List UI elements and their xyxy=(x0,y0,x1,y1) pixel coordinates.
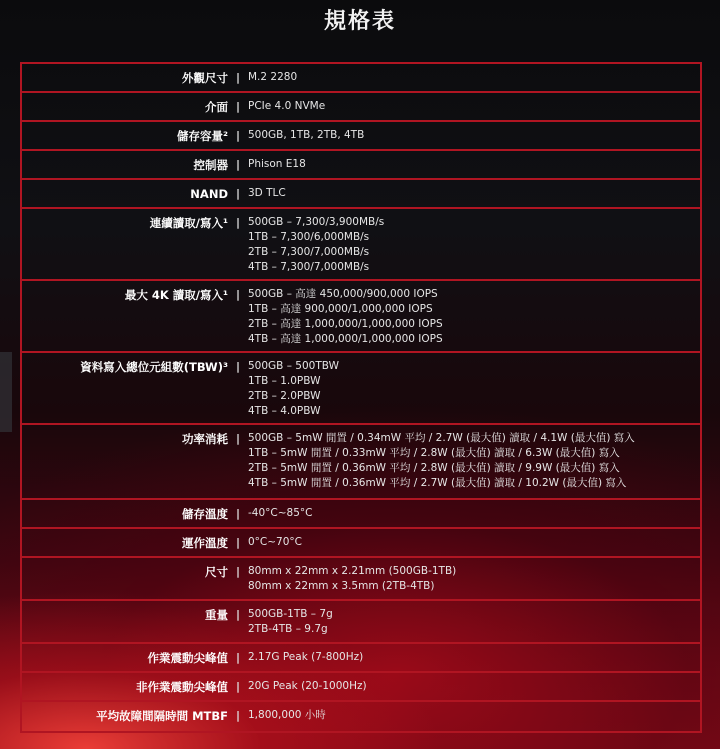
spec-value: 500GB – 7,300/3,900MB/s xyxy=(248,216,385,228)
spec-row-sequential-rw xyxy=(22,209,700,281)
spec-value: 500GB – 高達 450,000/900,000 IOPS xyxy=(248,288,438,300)
spec-row-operating-temp xyxy=(22,529,700,558)
spec-value: -40°C~85°C xyxy=(248,507,313,519)
spec-values xyxy=(248,535,700,550)
separator: | xyxy=(235,158,241,171)
spec-value: 500GB-1TB – 7g xyxy=(248,608,333,620)
separator: | xyxy=(235,100,241,113)
spec-values xyxy=(248,506,700,521)
separator: | xyxy=(235,507,241,520)
spec-value: 1TB – 1.0PBW xyxy=(248,375,321,387)
spec-value: 1TB – 5mW 閒置 / 0.33mW 平均 / 2.8W (最大值) 讀取 / 6.3W (最大值) 寫入 xyxy=(248,447,620,459)
spec-values xyxy=(248,607,700,637)
separator: | xyxy=(235,432,241,445)
separator: | xyxy=(235,216,241,229)
spec-row-interface xyxy=(22,93,700,122)
spec-row-capacity xyxy=(22,122,700,151)
spec-value: 2TB – 7,300/7,000MB/s xyxy=(248,246,370,258)
spec-values xyxy=(248,157,700,172)
spec-values xyxy=(248,128,700,143)
spec-values xyxy=(248,708,700,723)
spec-label: 運作溫度 xyxy=(182,536,228,550)
spec-value: 80mm x 22mm x 2.21mm (500GB-1TB) xyxy=(248,565,457,577)
spec-value: 0°C~70°C xyxy=(248,536,303,548)
spec-value: 20G Peak (20-1000Hz) xyxy=(248,680,367,692)
separator: | xyxy=(235,71,241,84)
spec-label: 非作業震動尖峰值 xyxy=(136,680,228,694)
spec-value: 500GB, 1TB, 2TB, 4TB xyxy=(248,129,365,141)
spec-value: M.2 2280 xyxy=(248,71,298,83)
spec-value: 80mm x 22mm x 3.5mm (2TB-4TB) xyxy=(248,580,435,592)
spec-values xyxy=(248,679,700,694)
spec-row-non-operating-shock xyxy=(22,673,700,702)
spec-value: 4TB – 5mW 閒置 / 0.36mW 平均 / 2.7W (最大值) 讀取 / 10.2W (最大值) 寫入 xyxy=(248,477,627,489)
spec-value: 2TB – 高達 1,000,000/1,000,000 IOPS xyxy=(248,318,443,330)
spec-row-random-4k xyxy=(22,281,700,353)
spec-row-form-factor xyxy=(22,64,700,93)
separator: | xyxy=(235,288,241,301)
spec-label: 儲存容量² xyxy=(176,129,228,143)
spec-label: 資料寫入總位元組數(TBW)³ xyxy=(80,360,228,374)
spec-row-tbw xyxy=(22,353,700,425)
spec-label: 控制器 xyxy=(193,158,228,172)
spec-row-mtbf xyxy=(22,702,700,731)
separator: | xyxy=(235,680,241,693)
spec-value: 1TB – 高達 900,000/1,000,000 IOPS xyxy=(248,303,433,315)
spec-row-weight xyxy=(22,601,700,644)
separator: | xyxy=(235,360,241,373)
spec-values xyxy=(248,359,700,419)
separator: | xyxy=(235,608,241,621)
separator: | xyxy=(235,187,241,200)
spec-value: 2.17G Peak (7-800Hz) xyxy=(248,651,364,663)
spec-value: 500GB – 5mW 閒置 / 0.34mW 平均 / 2.7W (最大值) 讀取 / 4.1W (最大值) 寫入 xyxy=(248,432,635,444)
spec-value: 1,800,000 小時 xyxy=(248,709,326,721)
separator: | xyxy=(235,651,241,664)
spec-values xyxy=(248,99,700,114)
spec-row-storage-temp xyxy=(22,500,700,529)
spec-label: 儲存溫度 xyxy=(182,507,228,521)
spec-values xyxy=(248,431,700,491)
separator: | xyxy=(235,536,241,549)
side-tab xyxy=(0,352,12,432)
spec-row-operating-shock xyxy=(22,644,700,673)
spec-label: 最大 4K 讀取/寫入¹ xyxy=(124,288,228,302)
spec-label: 重量 xyxy=(205,608,228,622)
spec-label: 介面 xyxy=(205,100,228,114)
spec-value: 4TB – 4.0PBW xyxy=(248,405,321,417)
spec-values xyxy=(248,564,700,594)
spec-label: 外觀尺寸 xyxy=(182,71,228,85)
spec-values xyxy=(248,186,700,201)
spec-value: 2TB – 2.0PBW xyxy=(248,390,321,402)
separator: | xyxy=(235,129,241,142)
spec-value: 3D TLC xyxy=(248,187,286,199)
spec-value: 4TB – 高達 1,000,000/1,000,000 IOPS xyxy=(248,333,443,345)
spec-row-nand xyxy=(22,180,700,209)
spec-value: PCIe 4.0 NVMe xyxy=(248,100,326,112)
spec-label: 連續讀取/寫入¹ xyxy=(149,216,228,230)
spec-label: 尺寸 xyxy=(205,565,228,579)
spec-value: Phison E18 xyxy=(248,158,306,170)
spec-value: 2TB-4TB – 9.7g xyxy=(248,623,328,635)
spec-values xyxy=(248,70,700,85)
page-title: 規格表 xyxy=(323,9,396,34)
separator: | xyxy=(235,709,241,722)
spec-row-dimensions xyxy=(22,558,700,601)
spec-value: 500GB – 500TBW xyxy=(248,360,339,372)
spec-values xyxy=(248,215,700,275)
spec-value: 4TB – 7,300/7,000MB/s xyxy=(248,261,370,273)
spec-row-power xyxy=(22,425,700,500)
spec-values xyxy=(248,650,700,665)
spec-label: 功率消耗 xyxy=(182,432,228,446)
spec-label: 作業震動尖峰值 xyxy=(147,651,228,665)
spec-label: 平均故障間隔時間 MTBF xyxy=(96,709,228,723)
spec-row-controller xyxy=(22,151,700,180)
spec-value: 1TB – 7,300/6,000MB/s xyxy=(248,231,370,243)
spec-values xyxy=(248,287,700,347)
separator: | xyxy=(235,565,241,578)
spec-value: 2TB – 5mW 閒置 / 0.36mW 平均 / 2.8W (最大值) 讀取 / 9.9W (最大值) 寫入 xyxy=(248,462,620,474)
spec-table xyxy=(20,62,702,733)
spec-label: NAND xyxy=(190,187,228,201)
